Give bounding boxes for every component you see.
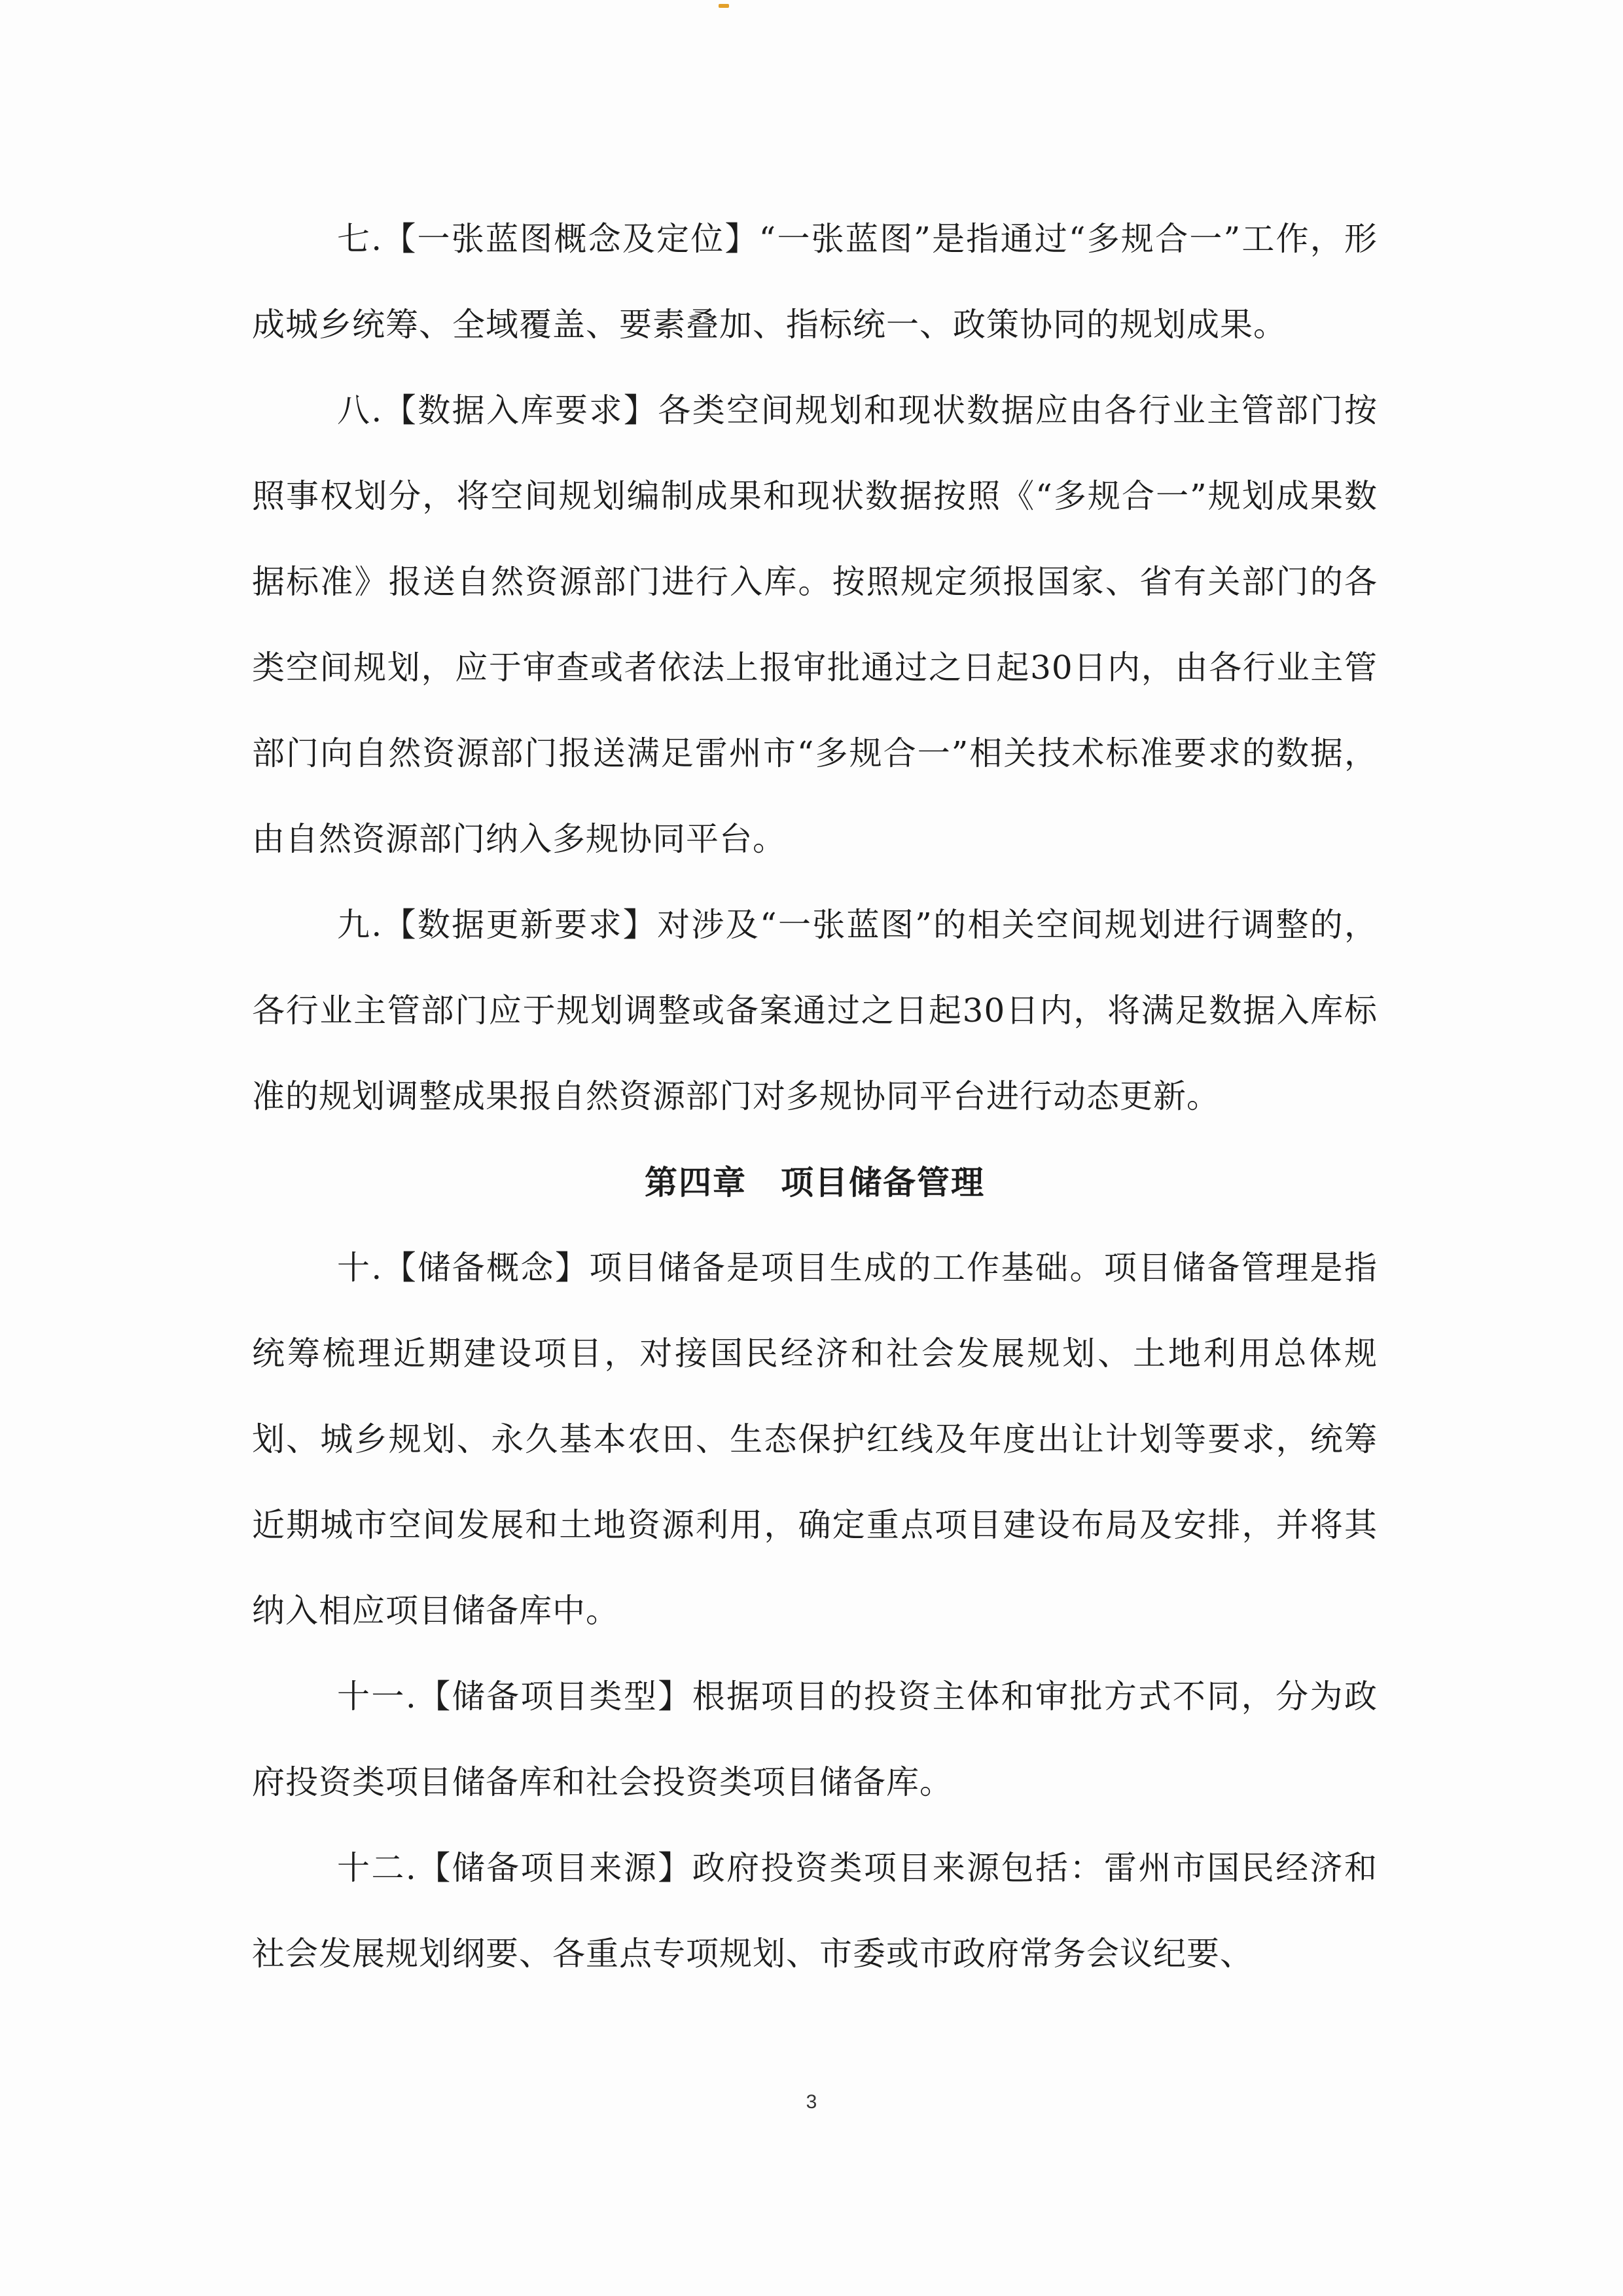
paragraph-article-9: 九.【数据更新要求】对涉及“一张蓝图”的相关空间规划进行调整的，各行业主管部门应于规划调整或备案通过之日起30日内，将满足数据入库标准的规划调整成果报自然资源部门对多规协同平台进行动态更新。 (252, 906, 1378, 1115)
paragraph-article-7: 七.【一张蓝图概念及定位】“一张蓝图”是指通过“多规合一”工作，形成城乡统筹、全域覆盖、要素叠加、指标统一、政策协同的规划成果。 (252, 220, 1378, 344)
page-number: 3 (806, 2091, 817, 2113)
paragraph-article-11: 十一.【储备项目类型】根据项目的投资主体和审批方式不同，分为政府投资类项目储备库和社会投资类项目储备库。 (252, 1677, 1378, 1801)
document-body (252, 196, 1378, 1997)
scan-artifact-mark (719, 4, 729, 8)
paragraph-article-8: 八.【数据入库要求】各类空间规划和现状数据应由各行业主管部门按照事权划分，将空间规划编制成果和现状数据按照《“多规合一”规划成果数据标准》报送自然资源部门进行入库。按照规定须报国家、省有关部门的各类空间规划，应于审查或者依法上报审批通过之日起30日内，由各行业主管部门向自然资源部门报送满足雷州市“多规合一”相关技术标准要求的数据，由自然资源部门纳入多规协同平台。 (252, 391, 1378, 858)
chapter-title: 第四章 项目储备管理 (645, 1163, 985, 1202)
paragraph-article-12: 十二.【储备项目来源】政府投资类项目来源包括：雷州市国民经济和社会发展规划纲要、各重点专项规划、市委或市政府常务会议纪要、 (252, 1849, 1378, 1973)
paragraph-article-10: 十.【储备概念】项目储备是项目生成的工作基础。项目储备管理是指统筹梳理近期建设项目，对接国民经济和社会发展规划、土地利用总体规划、城乡规划、永久基本农田、生态保护红线及年度出让计划等要求，统筹近期城市空间发展和土地资源利用，确定重点项目建设布局及安排，并将其纳入相应项目储备库中。 (252, 1249, 1378, 1630)
